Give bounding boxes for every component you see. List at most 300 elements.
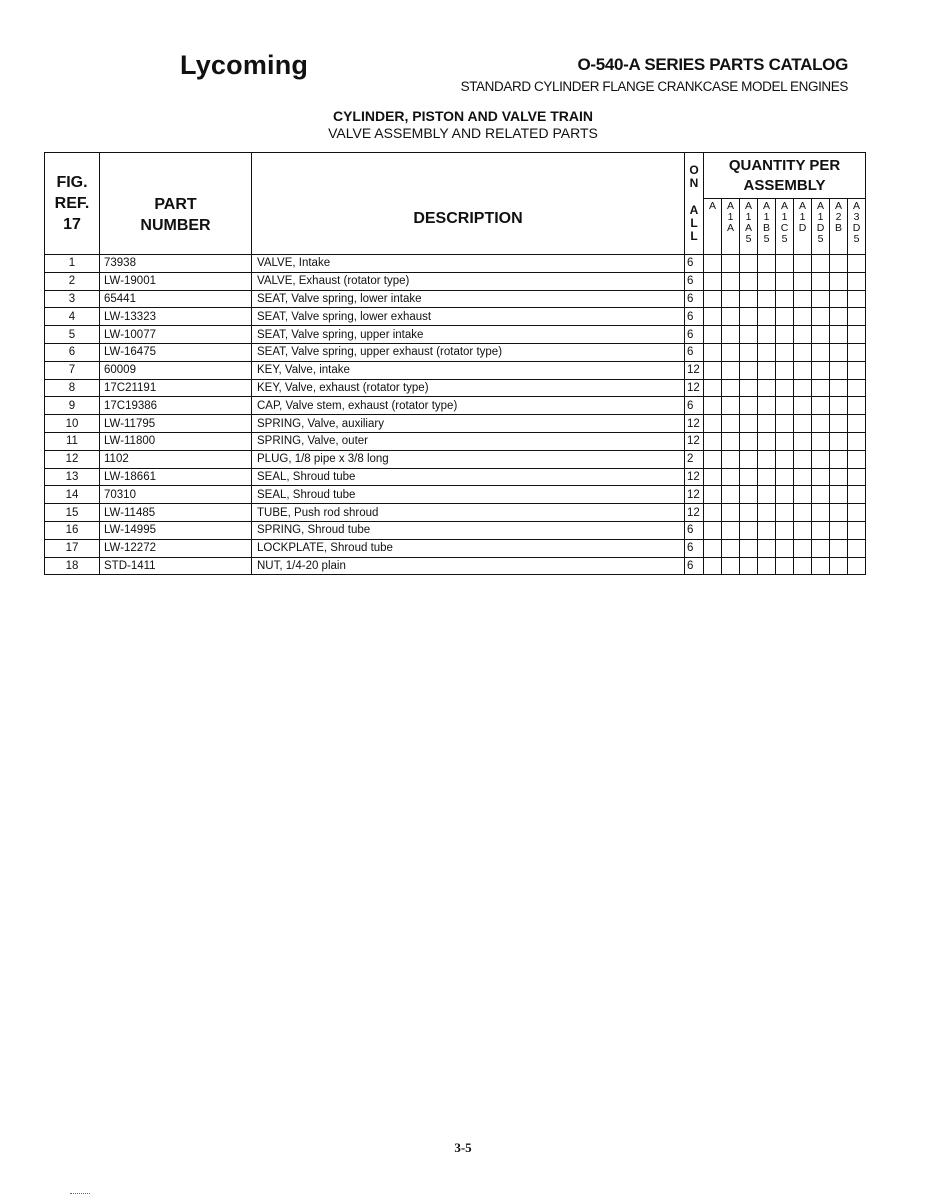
part-number-cell: 17C21191 [100,379,252,397]
assembly-quantity-cell [812,486,830,504]
table-row [45,343,866,361]
assembly-column-char: A [744,222,752,234]
assembly-quantity-cell [830,361,848,379]
fig-ref-label-line: 17 [63,216,81,233]
assembly-quantity-cell [704,290,722,308]
assembly-quantity-cell [830,397,848,415]
assembly-quantity-cell [758,432,776,450]
assembly-quantity-cell [704,415,722,433]
assembly-quantity-cell [758,343,776,361]
part-number-cell: LW-14995 [100,521,252,539]
parts-table-body [45,255,866,575]
fig-ref-cell: 16 [45,521,100,539]
fig-ref-cell: 1 [45,255,100,273]
assembly-quantity-cell [758,504,776,522]
assembly-quantity-cell [704,521,722,539]
assembly-quantity-cell [812,415,830,433]
part-number-cell: LW-12272 [100,539,252,557]
assembly-column-char: C [780,222,789,234]
quantity-cell: 12 [685,504,704,522]
quantity-cell: 12 [685,379,704,397]
assembly-quantity-cell [776,521,794,539]
assembly-quantity-cell [740,290,758,308]
assembly-column-char: A [708,200,716,212]
quantity-cell: 6 [685,326,704,344]
assembly-quantity-cell [722,326,740,344]
assembly-quantity-cell [830,521,848,539]
table-row [45,539,866,557]
table-row [45,308,866,326]
quantity-cell: 12 [685,432,704,450]
assembly-quantity-cell [722,521,740,539]
description-cell: CAP, Valve stem, exhaust (rotator type) [252,397,685,415]
table-row [45,326,866,344]
assembly-quantity-cell [722,379,740,397]
part-number-label-line: PART [154,195,197,213]
assembly-quantity-cell [776,557,794,575]
quantity-cell: 6 [685,308,704,326]
description-cell: SEAL, Shroud tube [252,468,685,486]
assembly-quantity-cell [776,486,794,504]
assembly-column-header [704,199,722,255]
assembly-column-header [758,199,776,255]
assembly-quantity-cell [776,450,794,468]
assembly-quantity-cell [848,504,866,522]
assembly-quantity-cell [704,379,722,397]
assembly-quantity-cell [740,343,758,361]
part-number-cell: 65441 [100,290,252,308]
section-subtitle: VALVE ASSEMBLY AND RELATED PARTS [328,125,598,141]
assembly-column-char: A [762,200,770,212]
fig-ref-cell: 6 [45,343,100,361]
table-row [45,272,866,290]
assembly-quantity-cell [704,486,722,504]
assembly-quantity-cell [740,450,758,468]
part-number-cell: 73938 [100,255,252,273]
assembly-column-char: A [816,200,824,212]
assembly-quantity-cell [794,343,812,361]
assembly-column-char: D [852,222,861,234]
description-cell: PLUG, 1/8 pipe x 3/8 long [252,450,685,468]
description-cell: SPRING, Valve, auxiliary [252,415,685,433]
assembly-quantity-cell [704,308,722,326]
assembly-quantity-cell [722,415,740,433]
assembly-quantity-cell [776,326,794,344]
description-cell: SEAT, Valve spring, lower intake [252,290,685,308]
assembly-quantity-cell [704,450,722,468]
assembly-quantity-cell [740,255,758,273]
assembly-column-char: 1 [799,211,806,223]
assembly-quantity-cell [848,432,866,450]
assembly-quantity-cell [758,308,776,326]
assembly-quantity-cell [794,308,812,326]
assembly-quantity-cell [758,468,776,486]
assembly-quantity-cell [848,379,866,397]
assembly-quantity-cell [758,255,776,273]
assembly-quantity-cell [812,308,830,326]
assembly-column-char: 2 [835,211,842,223]
assembly-quantity-cell [740,468,758,486]
assembly-quantity-cell [830,504,848,522]
assembly-quantity-cell [776,290,794,308]
assembly-quantity-cell [740,504,758,522]
quantity-cell: 6 [685,521,704,539]
assembly-quantity-cell [740,486,758,504]
assembly-quantity-cell [722,397,740,415]
assembly-quantity-cell [704,468,722,486]
assembly-quantity-cell [740,272,758,290]
assembly-quantity-cell [794,326,812,344]
assembly-quantity-cell [722,450,740,468]
quantity-label-line: QUANTITY PER [728,156,841,174]
quantity-cell: 12 [685,486,704,504]
assembly-quantity-cell [722,468,740,486]
fig-ref-cell: 7 [45,361,100,379]
assembly-quantity-cell [704,504,722,522]
assembly-quantity-cell [704,539,722,557]
part-number-cell: LW-13323 [100,308,252,326]
assembly-quantity-cell [722,432,740,450]
assembly-quantity-cell [776,361,794,379]
quantity-cell: 12 [685,415,704,433]
assembly-quantity-cell [848,486,866,504]
part-number-cell: LW-11800 [100,432,252,450]
assembly-quantity-cell [758,379,776,397]
assembly-column-header [830,199,848,255]
assembly-quantity-cell [704,361,722,379]
quantity-per-assembly-header [704,153,866,199]
assembly-quantity-cell [758,521,776,539]
assembly-quantity-cell [776,308,794,326]
description-cell: NUT, 1/4-20 plain [252,557,685,575]
fig-ref-cell: 5 [45,326,100,344]
table-row [45,432,866,450]
page-mark [70,1193,90,1195]
assembly-quantity-cell [740,397,758,415]
assembly-quantity-cell [794,272,812,290]
assembly-quantity-cell [794,361,812,379]
table-row [45,504,866,522]
assembly-quantity-cell [848,290,866,308]
assembly-quantity-cell [758,450,776,468]
assembly-quantity-cell [704,397,722,415]
assembly-quantity-cell [722,343,740,361]
assembly-quantity-cell [758,290,776,308]
brand-logo-text: Lycoming [180,50,309,80]
description-cell: VALVE, Intake [252,255,685,273]
quantity-cell: 6 [685,272,704,290]
assembly-quantity-cell [830,343,848,361]
assembly-quantity-cell [794,415,812,433]
fig-ref-cell: 15 [45,504,100,522]
assembly-quantity-cell [704,343,722,361]
part-number-cell: LW-16475 [100,343,252,361]
part-number-label-line: NUMBER [140,216,211,234]
part-number-cell: LW-11485 [100,504,252,522]
quantity-cell: 6 [685,557,704,575]
assembly-quantity-cell [848,521,866,539]
assembly-quantity-cell [794,539,812,557]
assembly-quantity-cell [812,379,830,397]
assembly-quantity-cell [848,326,866,344]
assembly-quantity-cell [704,557,722,575]
assembly-quantity-cell [758,326,776,344]
assembly-column-char: 5 [745,233,752,245]
assembly-quantity-cell [722,361,740,379]
assembly-quantity-cell [776,504,794,522]
description-cell: TUBE, Push rod shroud [252,504,685,522]
part-number-cell: STD-1411 [100,557,252,575]
page-number: 3-5 [454,1140,472,1155]
fig-ref-label-line: FIG. [56,174,88,191]
assembly-quantity-cell [776,468,794,486]
assembly-quantity-cell [722,504,740,522]
description-cell: SEAL, Shroud tube [252,486,685,504]
assembly-quantity-cell [830,272,848,290]
description-cell: SPRING, Valve, outer [252,432,685,450]
assembly-quantity-cell [722,255,740,273]
assembly-column-char: 1 [763,211,770,223]
assembly-quantity-cell [812,361,830,379]
assembly-quantity-cell [776,255,794,273]
fig-ref-cell: 4 [45,308,100,326]
assembly-quantity-cell [704,326,722,344]
fig-ref-cell: 10 [45,415,100,433]
assembly-quantity-cell [758,486,776,504]
assembly-column-char: 1 [781,211,788,223]
assembly-quantity-cell [794,486,812,504]
part-number-cell: LW-18661 [100,468,252,486]
quantity-cell: 6 [685,539,704,557]
assembly-quantity-cell [812,255,830,273]
assembly-quantity-cell [740,361,758,379]
assembly-quantity-cell [812,326,830,344]
quantity-label-line: ASSEMBLY [743,176,826,194]
assembly-quantity-cell [794,397,812,415]
assembly-quantity-cell [740,557,758,575]
assembly-quantity-cell [812,557,830,575]
part-number-cell: 17C19386 [100,397,252,415]
assembly-quantity-cell [812,539,830,557]
part-number-cell: 70310 [100,486,252,504]
assembly-quantity-cell [740,539,758,557]
fig-ref-cell: 13 [45,468,100,486]
assembly-column-char: B [762,222,770,234]
fig-ref-cell: 11 [45,432,100,450]
assembly-quantity-cell [758,272,776,290]
assembly-quantity-cell [758,415,776,433]
assembly-column-header [794,199,812,255]
section-title: CYLINDER, PISTON AND VALVE TRAIN [332,108,594,124]
assembly-quantity-cell [776,539,794,557]
table-row [45,486,866,504]
quantity-cell: 12 [685,361,704,379]
part-number-cell: 1102 [100,450,252,468]
fig-ref-cell: 2 [45,272,100,290]
assembly-quantity-cell [812,432,830,450]
part-number-cell: LW-10077 [100,326,252,344]
fig-ref-cell: 14 [45,486,100,504]
assembly-quantity-cell [830,486,848,504]
assembly-quantity-cell [812,468,830,486]
assembly-column-char: A [853,200,861,212]
assembly-quantity-cell [812,397,830,415]
description-cell: LOCKPLATE, Shroud tube [252,539,685,557]
assembly-quantity-cell [830,432,848,450]
assembly-column-header [776,199,794,255]
table-row [45,290,866,308]
assembly-column-char: A [726,222,734,234]
assembly-quantity-cell [848,450,866,468]
assembly-quantity-cell [704,255,722,273]
assembly-quantity-cell [758,557,776,575]
description-cell: SPRING, Shroud tube [252,521,685,539]
assembly-quantity-cell [812,521,830,539]
assembly-quantity-cell [812,450,830,468]
description-cell: SEAT, Valve spring, upper exhaust (rotator type) [252,343,685,361]
description-cell: KEY, Valve, exhaust (rotator type) [252,379,685,397]
assembly-quantity-cell [830,255,848,273]
parts-table [44,152,866,575]
assembly-quantity-cell [848,361,866,379]
assembly-quantity-cell [794,255,812,273]
fig-ref-header [45,153,100,255]
table-row [45,557,866,575]
assembly-quantity-cell [812,504,830,522]
assembly-quantity-cell [830,415,848,433]
part-number-cell: LW-19001 [100,272,252,290]
assembly-quantity-cell [848,468,866,486]
assembly-column-char: A [780,200,788,212]
assembly-column-char: A [834,200,842,212]
assembly-quantity-cell [830,379,848,397]
on-al-letter: O [689,163,699,177]
assembly-quantity-cell [722,557,740,575]
assembly-quantity-cell [758,397,776,415]
assembly-quantity-cell [794,450,812,468]
quantity-cell: 6 [685,255,704,273]
assembly-quantity-cell [830,326,848,344]
assembly-quantity-cell [740,326,758,344]
assembly-column-char: 5 [853,233,860,245]
table-row [45,255,866,273]
fig-ref-cell: 12 [45,450,100,468]
assembly-quantity-cell [830,557,848,575]
assembly-quantity-cell [848,539,866,557]
assembly-quantity-cell [794,468,812,486]
assembly-quantity-cell [776,397,794,415]
part-number-header [100,153,252,255]
assembly-quantity-cell [722,272,740,290]
assembly-quantity-cell [722,539,740,557]
assembly-quantity-cell [722,290,740,308]
assembly-quantity-cell [848,557,866,575]
quantity-cell: 6 [685,290,704,308]
assembly-column-char: 1 [745,211,752,223]
assembly-column-char: 1 [817,211,824,223]
catalog-title: O-540-A SERIES PARTS CATALOG [577,55,848,74]
description-cell: SEAT, Valve spring, lower exhaust [252,308,685,326]
table-row [45,361,866,379]
on-al-letter: N [689,176,699,190]
fig-ref-cell: 9 [45,397,100,415]
table-row [45,468,866,486]
catalog-subtitle: STANDARD CYLINDER FLANGE CRANKCASE MODEL ENGINES [460,79,848,94]
assembly-quantity-cell [848,415,866,433]
on-al-letter: L [690,229,698,243]
table-row [45,397,866,415]
fig-ref-cell: 18 [45,557,100,575]
part-number-cell: 60009 [100,361,252,379]
assembly-quantity-cell [812,272,830,290]
part-number-cell: LW-11795 [100,415,252,433]
on-al-letter: A [689,203,699,217]
assembly-quantity-cell [722,486,740,504]
assembly-quantity-cell [830,450,848,468]
assembly-quantity-cell [830,290,848,308]
assembly-quantity-cell [740,415,758,433]
on-al-header [685,153,704,255]
assembly-quantity-cell [812,290,830,308]
assembly-quantity-cell [848,255,866,273]
assembly-column-char: D [798,222,807,234]
assembly-quantity-cell [848,397,866,415]
assembly-column-char: D [816,222,825,234]
quantity-cell: 2 [685,450,704,468]
quantity-cell: 6 [685,343,704,361]
assembly-column-char: B [834,222,842,234]
assembly-quantity-cell [830,468,848,486]
assembly-column-char: A [726,200,734,212]
table-row [45,521,866,539]
assembly-column-char: 5 [781,233,788,245]
assembly-quantity-cell [776,343,794,361]
assembly-column-char: 1 [727,211,734,223]
quantity-cell: 6 [685,397,704,415]
assembly-column-char: A [798,200,806,212]
quantity-cell: 12 [685,468,704,486]
assembly-column-char: A [744,200,752,212]
assembly-column-char: 3 [853,211,860,223]
assembly-quantity-cell [704,432,722,450]
description-cell: VALVE, Exhaust (rotator type) [252,272,685,290]
table-row [45,450,866,468]
description-cell: SEAT, Valve spring, upper intake [252,326,685,344]
assembly-quantity-cell [794,557,812,575]
assembly-quantity-cell [776,379,794,397]
assembly-quantity-cell [776,415,794,433]
assembly-quantity-cell [848,272,866,290]
assembly-quantity-cell [830,308,848,326]
assembly-quantity-cell [722,308,740,326]
assembly-column-char: 5 [817,233,824,245]
assembly-column-header [848,199,866,255]
assembly-quantity-cell [848,308,866,326]
table-row [45,415,866,433]
assembly-quantity-cell [758,361,776,379]
fig-ref-cell: 8 [45,379,100,397]
assembly-column-header [740,199,758,255]
fig-ref-cell: 17 [45,539,100,557]
assembly-quantity-cell [830,539,848,557]
assembly-quantity-cell [794,521,812,539]
fig-ref-label-line: REF. [54,195,90,212]
fig-ref-cell: 3 [45,290,100,308]
assembly-quantity-cell [794,432,812,450]
assembly-quantity-cell [740,379,758,397]
assembly-column-char: 5 [763,233,770,245]
assembly-quantity-cell [776,272,794,290]
